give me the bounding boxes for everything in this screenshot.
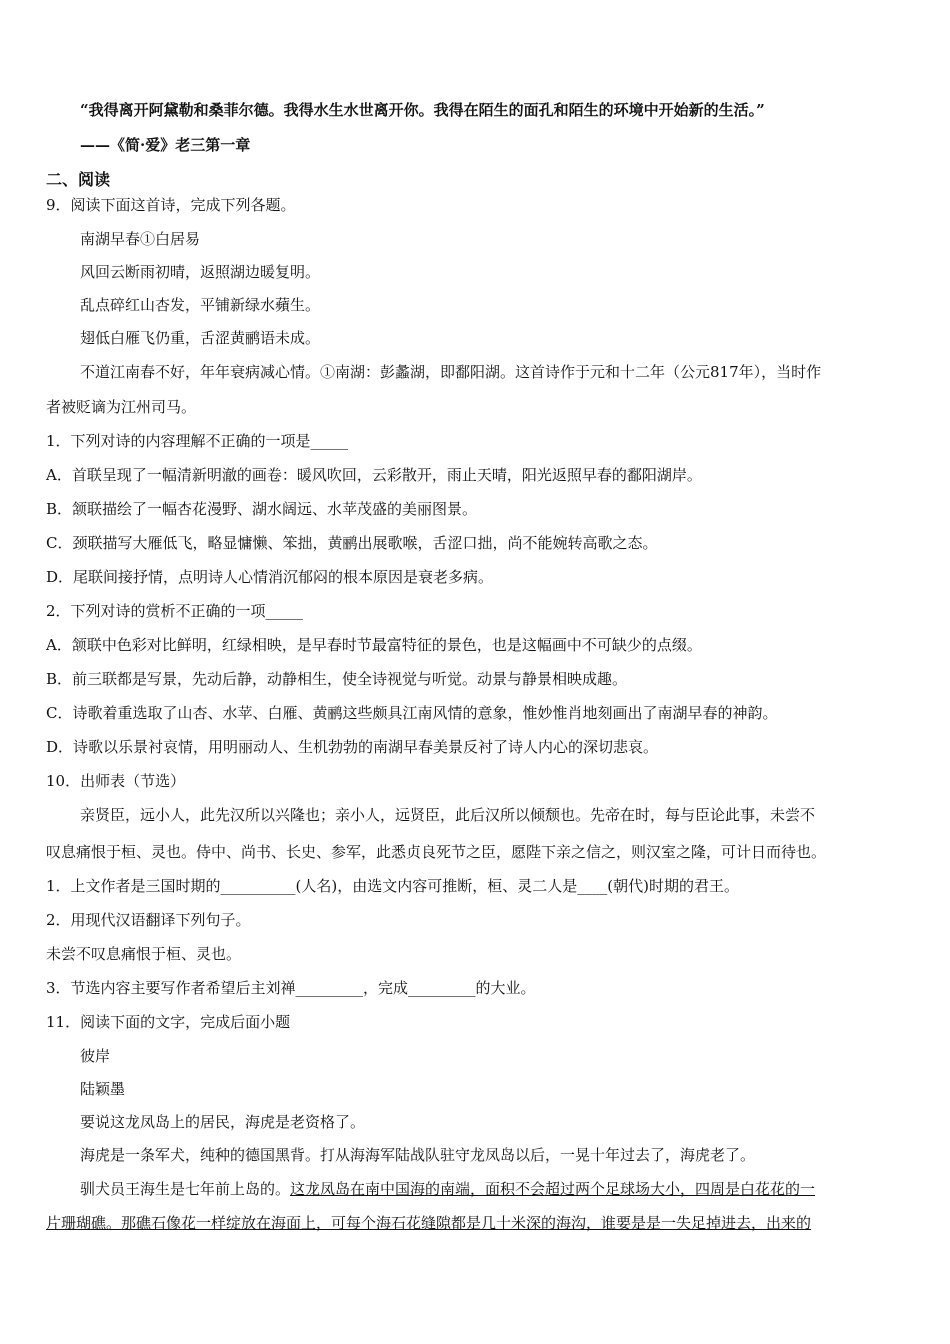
q9-sub2-option-a: A．颔联中色彩对比鲜明，红绿相映，是早春时节最富特征的景色，也是这幅画中不可缺少的点缀。 bbox=[46, 636, 702, 654]
q9-sub1-stem: 1．下列对诗的内容理解不正确的一项是_____ bbox=[46, 432, 349, 450]
q11-author: 陆颖墨 bbox=[80, 1080, 126, 1098]
quote-source: ——《简·爱》老三第一章 bbox=[80, 136, 251, 154]
section-title: 二、阅读 bbox=[46, 170, 111, 189]
poem-line: 翅低白雁飞仍重，舌涩黄鹂语未成。 bbox=[80, 329, 321, 347]
q10-sub1: 1．上文作者是三国时期的__________(人名)，由选文内容可推断，桓、灵二人是____(朝代)时期的君王。 bbox=[46, 877, 739, 895]
poem-note-cont: 者被贬谪为江州司马。 bbox=[46, 398, 197, 416]
q11-para3-plain: 驯犬员王海生是七年前上岛的。 bbox=[80, 1180, 291, 1198]
q11-para3-cont: 片珊瑚礁。那礁石像花一样绽放在海面上，可每个海石花缝隙都是几十米深的海沟，谁要是是一失足掉进去，出来的 bbox=[46, 1214, 812, 1232]
q10-passage: 亲贤臣，远小人，此先汉所以兴隆也；亲小人，远贤臣，此后汉所以倾颓也。先帝在时，每与臣论此事，未尝不 bbox=[80, 806, 816, 824]
quote-text: “我得离开阿黛勒和桑菲尔德。我得水生水世离开你。我得在陌生的面孔和陌生的环境中开始新的生活。” bbox=[80, 101, 765, 119]
poem-note: 不道江南春不好，年年衰病减心情。①南湖：彭蠡湖，即鄱阳湖。这首诗作于元和十二年（公元817年），当时作 bbox=[80, 363, 822, 381]
q11-stem: 11．阅读下面的文字，完成后面小题 bbox=[46, 1013, 291, 1031]
q11-para: 要说这龙凤岛上的居民，海虎是老资格了。 bbox=[80, 1113, 366, 1131]
q10-sub3: 3．节选内容主要写作者希望后主刘禅_________，完成_________的大业。 bbox=[46, 979, 536, 997]
q10-sub2: 2．用现代汉语翻译下列句子。 bbox=[46, 911, 251, 929]
poem-title: 南湖早春①白居易 bbox=[80, 230, 201, 248]
q10-passage-cont: 叹息痛恨于桓、灵也。侍中、尚书、长史、参军，此悉贞良死节之臣，愿陛下亲之信之，则汉室之隆，可计日而待也。 bbox=[46, 843, 827, 861]
q9-sub1-option-c: C．颈联描写大雁低飞，略显慵懒、笨拙，黄鹂出展歌喉，舌涩口拙，尚不能婉转高歌之态。 bbox=[46, 534, 658, 552]
q9-sub1-option-d: D．尾联间接抒情，点明诗人心情消沉郁闷的根本原因是衰老多病。 bbox=[46, 568, 494, 586]
q11-para3-underlined: 这龙凤岛在南中国海的南端，面积不会超过两个足球场大小，四周是白花花的一 bbox=[290, 1180, 816, 1198]
q9-sub2-option-d: D．诗歌以乐景衬哀情，用明丽动人、生机勃勃的南湖早春美景反衬了诗人内心的深切悲哀。 bbox=[46, 738, 659, 756]
q9-sub1-option-b: B．颔联描绘了一幅杏花漫野、湖水阔远、水苹茂盛的美丽图景。 bbox=[46, 500, 478, 518]
q10-sub2-sentence: 未尝不叹息痛恨于桓、灵也。 bbox=[46, 945, 242, 963]
q9-sub2-stem: 2．下列对诗的赏析不正确的一项_____ bbox=[46, 602, 304, 620]
poem-line: 乱点碎红山杏发，平铺新绿水蘋生。 bbox=[80, 296, 321, 314]
q9-sub2-option-c: C．诗歌着重选取了山杏、水苹、白雁、黄鹂这些颇具江南风情的意象，惟妙惟肖地刻画出了南湖早春的神韵。 bbox=[46, 704, 778, 722]
poem-line: 风回云断雨初晴，返照湖边暖复明。 bbox=[80, 263, 321, 281]
q9-sub1-option-a: A．首联呈现了一幅清新明澈的画卷：暖风吹回，云彩散开，雨止天晴，阳光返照早春的鄱阳湖岸。 bbox=[46, 466, 702, 484]
q9-stem: 9．阅读下面这首诗，完成下列各题。 bbox=[46, 196, 296, 214]
q11-title: 彼岸 bbox=[80, 1047, 111, 1065]
q11-para bbox=[80, 1179, 815, 1199]
q9-sub2-option-b: B．前三联都是写景，先动后静，动静相生，使全诗视觉与听觉。动景与静景相映成趣。 bbox=[46, 670, 628, 688]
q10-stem: 10．出师表（节选） bbox=[46, 772, 186, 790]
q11-para: 海虎是一条军犬，纯种的德国黑背。打从海海军陆战队驻守龙凤岛以后，一晃十年过去了，海虎老了。 bbox=[80, 1146, 756, 1164]
